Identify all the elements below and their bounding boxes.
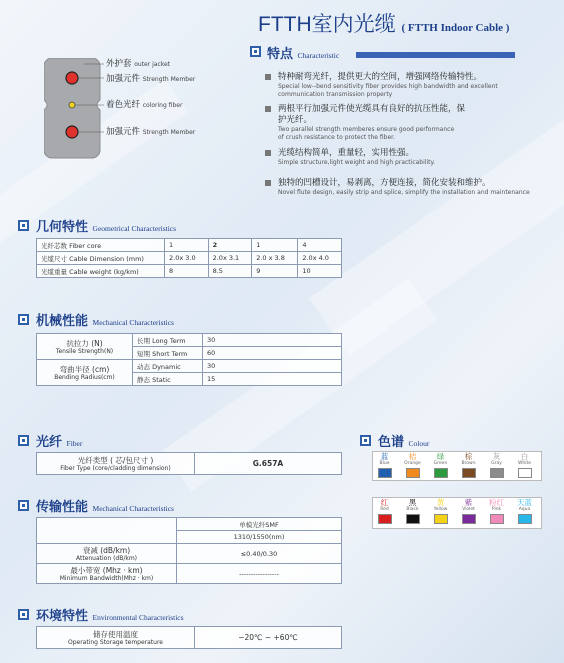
colour-chip: [518, 514, 532, 524]
transmission-table: [36, 517, 342, 584]
feature-item: 两根平行加强元件使光缆具有良好的抗压性能，保 护光纤。 Two parallel strength memberes ensure good performance of crush resistance to protect the fiber.: [278, 104, 558, 141]
colour-swatch-green: [432, 452, 449, 478]
feature-item: 独特的凹槽设计，易剥离，方便连接，简化安装和维护。 Novel flute design, easily strip and splice, simplify the installation and maintenance: [278, 178, 560, 197]
section-title-geometrical: 几何特性 Geometrical Characteristics: [36, 220, 177, 235]
table-row: 衰减 (dB/km) Attenuation (dB/km) ≤0.40/0.30: [37, 544, 342, 564]
table-row: 光纤芯数 Fiber core 1 2 1 4: [37, 239, 342, 252]
colour-name: 绿: [436, 452, 445, 461]
cable-cross-section-diagram: [44, 58, 104, 162]
section-title-colour: 色谱 Colour: [378, 435, 430, 450]
table-row: 短期 Short Term 60: [37, 347, 342, 360]
bullet-icon: [265, 150, 271, 156]
colour-name: 白: [520, 452, 529, 461]
colour-swatch-gray: [488, 452, 505, 478]
colour-name-en: Aqua: [518, 507, 531, 512]
colour-swatch-white: [516, 452, 533, 478]
mechanical-table: [36, 333, 342, 386]
colour-swatch-blue: [376, 452, 393, 478]
section-icon: [18, 435, 29, 446]
strength-member-bottom: [66, 126, 78, 138]
colour-name: 棕: [464, 452, 473, 461]
section-icon: [18, 220, 29, 231]
bullet-icon: [265, 106, 271, 112]
colour-name-en: Brown: [461, 461, 476, 466]
colour-name: 红: [380, 498, 389, 507]
colour-name: 黑: [408, 498, 417, 507]
cable-label-strength-member: 加强元件 Strength Member: [106, 127, 196, 137]
table-row: 光缆重量 Cable weight (kg/km) 8 8.5 9 10: [37, 265, 342, 278]
colour-chip: [434, 468, 448, 478]
section-icon: [18, 500, 29, 511]
colour-chip: [462, 514, 476, 524]
colour-name-en: Gray: [491, 461, 502, 466]
colour-name-en: Pink: [491, 507, 502, 512]
colour-name-en: Violet: [462, 507, 475, 512]
colour-chip: [434, 514, 448, 524]
table-row: 单模光纤SMF: [37, 518, 342, 531]
section-title-transmission: 传输性能 Mechanical Characteristics: [36, 500, 174, 515]
colour-swatch-red: [376, 498, 393, 524]
feature-item: 特种耐弯光纤，提供更大的空间，增强网络传输特性。 Special low--bend sensitivity fiber provides high bandwidth and excellent communication transmission property: [278, 72, 558, 98]
section-icon: [18, 609, 29, 620]
colour-name: 粉红: [489, 498, 504, 507]
colour-chip: [490, 514, 504, 524]
colour-name: 黄: [436, 498, 445, 507]
page-title: [258, 8, 509, 38]
colour-chip: [406, 468, 420, 478]
colour-name: 天蓝: [517, 498, 532, 507]
colour-name-en: White: [517, 461, 532, 466]
colour-name: 蓝: [380, 452, 389, 461]
table-row: 光缆尺寸 Cable Dimension (mm) 2.0x 3.0 2.0x 3.1 2.0 x 3.8 2.0x 4.0: [37, 252, 342, 265]
table-row: 最小带宽 (Mhz · km) Minimum Bandwidth(Mhz · km) -----------------: [37, 564, 342, 584]
colour-name-en: Black: [406, 507, 419, 512]
table-row: 1310/1550(nm): [37, 531, 342, 544]
colour-swatch-pink: [488, 498, 505, 524]
colour-name-en: Orange: [404, 461, 421, 466]
section-title-fiber: 光纤 Fiber: [36, 435, 83, 450]
section-title-environmental: 环境特性 Environmental Characteristics: [36, 609, 184, 624]
table-row: 弯曲半径 (cm) Bending Radius(cm) 动态 Dynamic 30: [37, 360, 342, 373]
colour-swatch-yellow: [432, 498, 449, 524]
geometrical-table: [36, 238, 342, 278]
colour-chip: [490, 468, 504, 478]
colour-name-en: Yellow: [433, 507, 448, 512]
colour-name: 紫: [464, 498, 473, 507]
colour-swatch-brown: [460, 452, 477, 478]
section-bar: [356, 52, 515, 58]
cable-label-outer-jacket: 外护套 outer jacket: [106, 59, 171, 69]
colour-chip: [518, 468, 532, 478]
colour-chip: [462, 468, 476, 478]
environment-table: [36, 626, 342, 649]
section-icon: [250, 46, 261, 57]
title-cn: FTTH室内光缆: [258, 13, 396, 36]
colour-name: 桔: [408, 452, 417, 461]
colour-swatch-orange: [404, 452, 421, 478]
colour-name: 灰: [492, 452, 501, 461]
section-title-mechanical: 机械性能 Mechanical Characteristics: [36, 314, 174, 329]
colour-name-en: Green: [433, 461, 448, 466]
fiber-table: [36, 452, 342, 475]
bullet-icon: [265, 74, 271, 80]
colour-chip: [378, 514, 392, 524]
section-icon: [360, 435, 371, 446]
colour-chip: [378, 468, 392, 478]
table-row: 光纤类型 ( 芯/包尺寸 ) Fiber Type (core/cladding dimension) G.657A: [37, 453, 342, 475]
colour-swatch-black: [404, 498, 421, 524]
table-row: 抗拉力 (N) Tensile Strength(N) 长期 Long Term 30: [37, 334, 342, 347]
strength-member-top: [66, 72, 78, 84]
feature-item: 光缆结构简单，重量轻，实用性强。 Simple structure,light weight and high practicability.: [278, 148, 558, 167]
bullet-icon: [265, 180, 271, 186]
table-row: 静态 Static 15: [37, 373, 342, 386]
table-row: 储存使用温度 Operating Storage temperature −20℃ ~ +60℃: [37, 627, 342, 649]
colour-name-en: Red: [380, 507, 389, 512]
colour-swatch-aqua: [516, 498, 533, 524]
section-icon: [18, 314, 29, 325]
colour-swatch-violet: [460, 498, 477, 524]
cable-label-strength-member: 加强元件 Strength Member: [106, 74, 196, 84]
cable-label-coloring-fiber: 着色光纤 coloring fiber: [106, 100, 183, 110]
colour-chip: [406, 514, 420, 524]
title-en: ( FTTH Indoor Cable ): [401, 22, 510, 34]
coloring-fiber: [69, 102, 75, 108]
colour-name-en: Blue: [379, 461, 390, 466]
section-title-features: 特点 Characteristic: [267, 47, 340, 62]
